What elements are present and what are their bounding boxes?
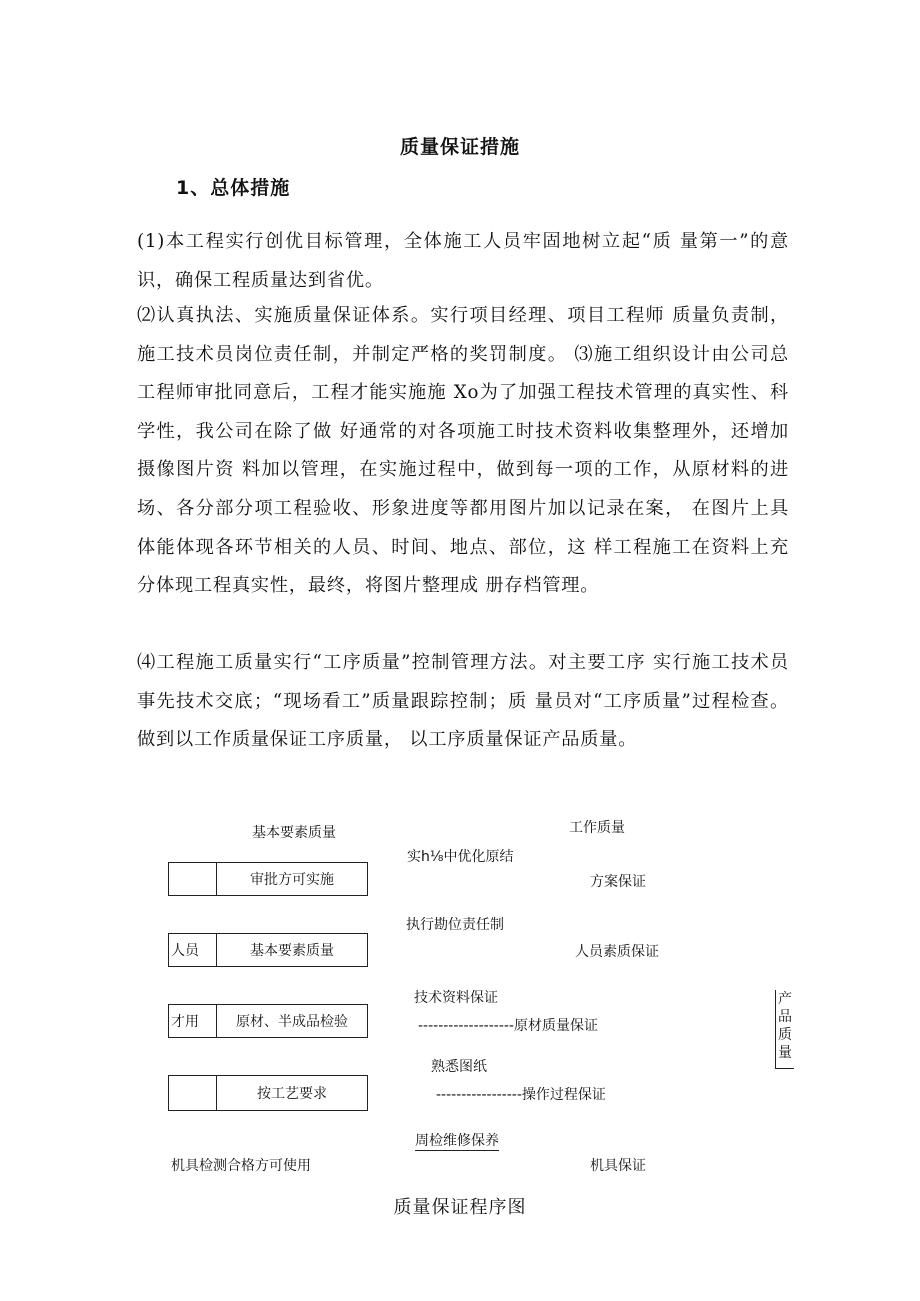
document-title: 质量保证措施 — [399, 136, 520, 158]
product-quality-side-label — [775, 990, 794, 1069]
right-column-header: 工作质量 — [569, 820, 625, 836]
row-3-box-right-cell: 原材、半成品检验 — [236, 1014, 348, 1030]
side-char-4: 量 — [778, 1045, 792, 1061]
row-4-box — [168, 1075, 368, 1111]
bottom-left-label: 机具检测合格方可使用 — [171, 1158, 311, 1174]
row-3-box-left-cell: 才用 — [169, 1005, 217, 1037]
row-1-box — [168, 862, 368, 896]
row-2-box-left-cell: 人员 — [169, 934, 217, 966]
paragraph-3: ⑷工程施工质量实行“工序质量”控制管理方法。对主要工序 实行施工技术员事先技术交底；“现场看工”质量跟踪控制；质 量员对“工序质量”过程检查。做到以工作质量保证工序质量， 以工序质量保证产品质量。 — [137, 652, 789, 751]
row-1-middle-label: 实h⅛中优化原结 — [407, 849, 514, 865]
row-4-middle-label: 熟悉图纸 — [431, 1059, 487, 1075]
row-2-right-label: 人员素质保证 — [575, 944, 659, 960]
row-1-box-right-cell: 审批方可实施 — [250, 872, 334, 888]
bottom-middle-label — [415, 1130, 499, 1150]
row-3-box — [168, 1004, 368, 1038]
row-4-right-label: -----------------操作过程保证 — [436, 1087, 606, 1103]
side-char-1: 产 — [778, 991, 792, 1007]
section-heading: 1、总体措施 — [176, 177, 291, 199]
side-char-2: 品 — [778, 1009, 792, 1025]
bottom-right-label: 机具保证 — [590, 1158, 646, 1174]
left-column-header: 基本要素质量 — [252, 825, 336, 841]
row-2-box-right-cell: 基本要素质量 — [250, 943, 334, 959]
paragraph-1: (1)本工程实行创优目标管理，全体施工人员牢固地树立起“质 量第一”的意识，确保工程质量达到省优。 — [137, 231, 789, 291]
row-3-right-label: -------------------原材质量保证 — [418, 1018, 598, 1034]
row-3-middle-label: 技术资料保证 — [414, 990, 498, 1006]
paragraph-2: ⑵认真执法、实施质量保证体系。实行项目经理、项目工程师 质量负责制，施工技术员岗位责任制，并制定严格的奖罚制度。 ⑶施工组织设计由公司总工程师审批同意后，工程才能实施施 Xo为了加强工程技术管理的真实性、科学性，我公司在除了做 好通常的对各项施工时技术资料收集整理外，还增加摄像图片资 料加以管理，在实施过程中，做到每一项的工作，从原材料的进 场、各分部分项工程验收、形象进度等都用图片加以记录在案， 在图片上具体能体现各环节相关的人员、时间、地点、部位，这 样工程施工在资料上充分体现工程真实性，最终，将图片整理成 册存档管理。 — [137, 305, 789, 597]
side-char-3: 质 — [778, 1027, 792, 1043]
row-4-box-left-cell — [169, 1076, 217, 1110]
diagram-caption: 质量保证程序图 — [393, 1197, 527, 1218]
row-4-box-right-cell: 按工艺要求 — [257, 1086, 327, 1102]
row-2-box — [168, 933, 368, 967]
row-1-box-left-cell — [169, 863, 217, 895]
row-1-right-label: 方案保证 — [590, 874, 646, 890]
bottom-middle-text: 周检维修保养 — [415, 1133, 499, 1149]
row-2-middle-label: 执行勘位责任制 — [406, 917, 504, 933]
